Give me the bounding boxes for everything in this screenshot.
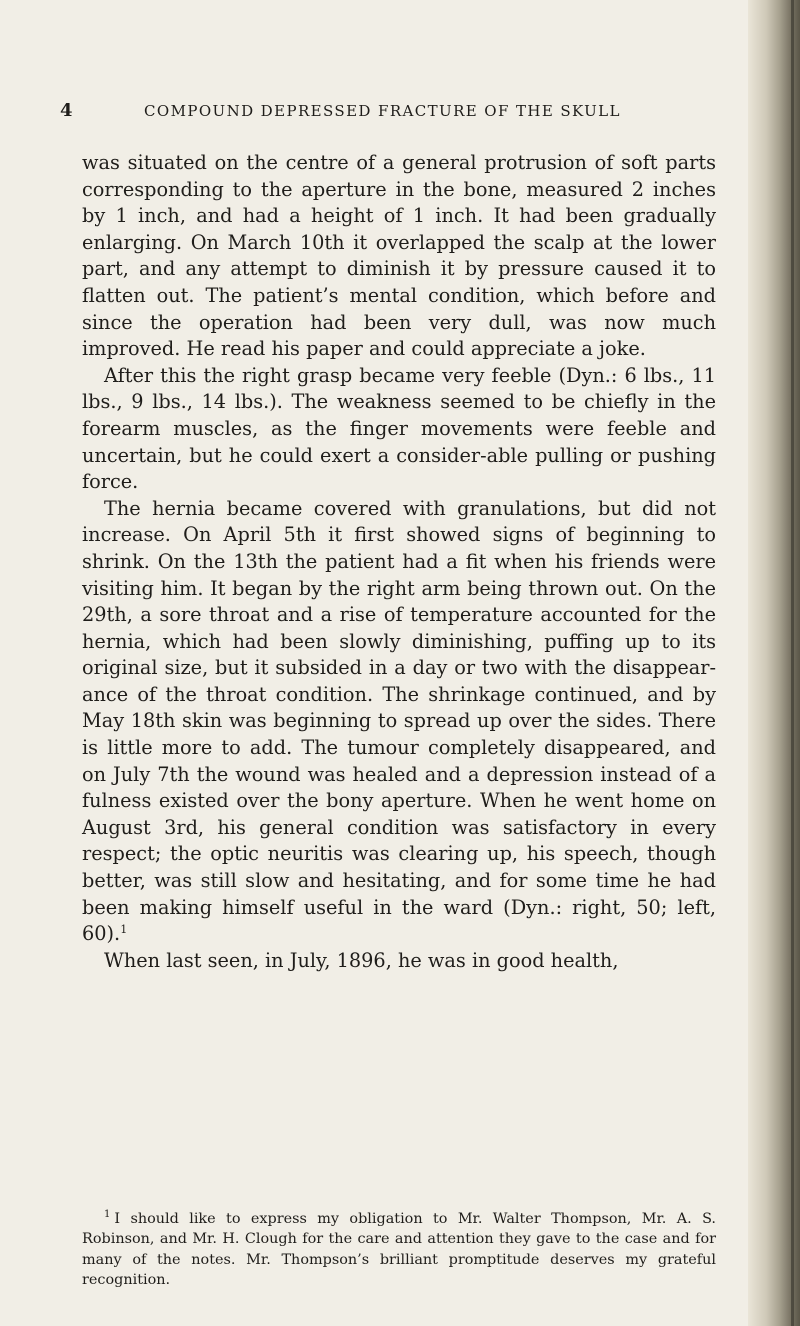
page-number: 4 (60, 100, 73, 121)
paragraph-4: When last seen, in July, 1896, he was in good health, (104, 948, 619, 972)
page-binding-edge (791, 0, 794, 1326)
footnote (82, 1209, 716, 1291)
paragraph-2: After this the right grasp became very feeble (Dyn.: 6 lbs., 11 lbs., 9 lbs., 14 lbs.). The weakness seemed to be chiefly in the forearm muscles, as the finger movements were feeble and uncertain, but he could exert a consider-able pulling or pushing force. (82, 363, 716, 494)
footnote-marker: 1 (104, 1209, 111, 1220)
footnote-reference: 1 (120, 923, 128, 937)
paragraph-3 (82, 496, 716, 948)
paragraph-3-text: The hernia became covered with granulations, but did not increase. On April 5th it first showed signs of beginning to shrink. On the 13th the patient had a fit when his friends were visiting him. It began by the right arm being thrown out. On the 29th, a sore throat and a rise of temperature accounted for the hernia, which had been slowly diminishing, puffing up to its original size, but it subsided in a day or two with the disappear-ance of the throat condition. The shrinkage continued, and by May 18th skin was beginning to spread up over the sides. There is little more to add. The tumour completely disappeared, and on July 7th the wound was healed and a depression instead of a fulness existed over the bony aperture. When he went home on August 3rd, his general condition was satisfactory in every respect; the optic neuritis was clearing up, his speech, though better, was still slow and hesitating, and for some time he had been making himself useful in the ward (Dyn.: right, 50; left, 60). (82, 496, 716, 946)
body-text (82, 150, 716, 974)
running-head: COMPOUND DEPRESSED FRACTURE OF THE SKULL (144, 102, 621, 120)
paragraph-1: was situated on the centre of a general protrusion of soft parts corresponding to the aperture in the bone, measured 2 inches by 1 inch, and had a height of 1 inch. It had been gradually enlarging. On March 10th it overlapped the scalp at the lower part, and any attempt to diminish it by pressure caused it to flatten out. The patient’s mental condition, which before and since the operation had been very dull, was now much improved. He read his paper and could appreciate a joke. (82, 151, 716, 361)
page-header (60, 100, 740, 124)
footnote-text: I should like to express my obligation to Mr. Walter Thompson, Mr. A. S. Robinson, and Mr. H. Clough for the care and attention they gave to the case and for many of the notes. Mr. Thompson’s brilliant promptitude deserves my grateful recognition. (82, 1211, 716, 1289)
